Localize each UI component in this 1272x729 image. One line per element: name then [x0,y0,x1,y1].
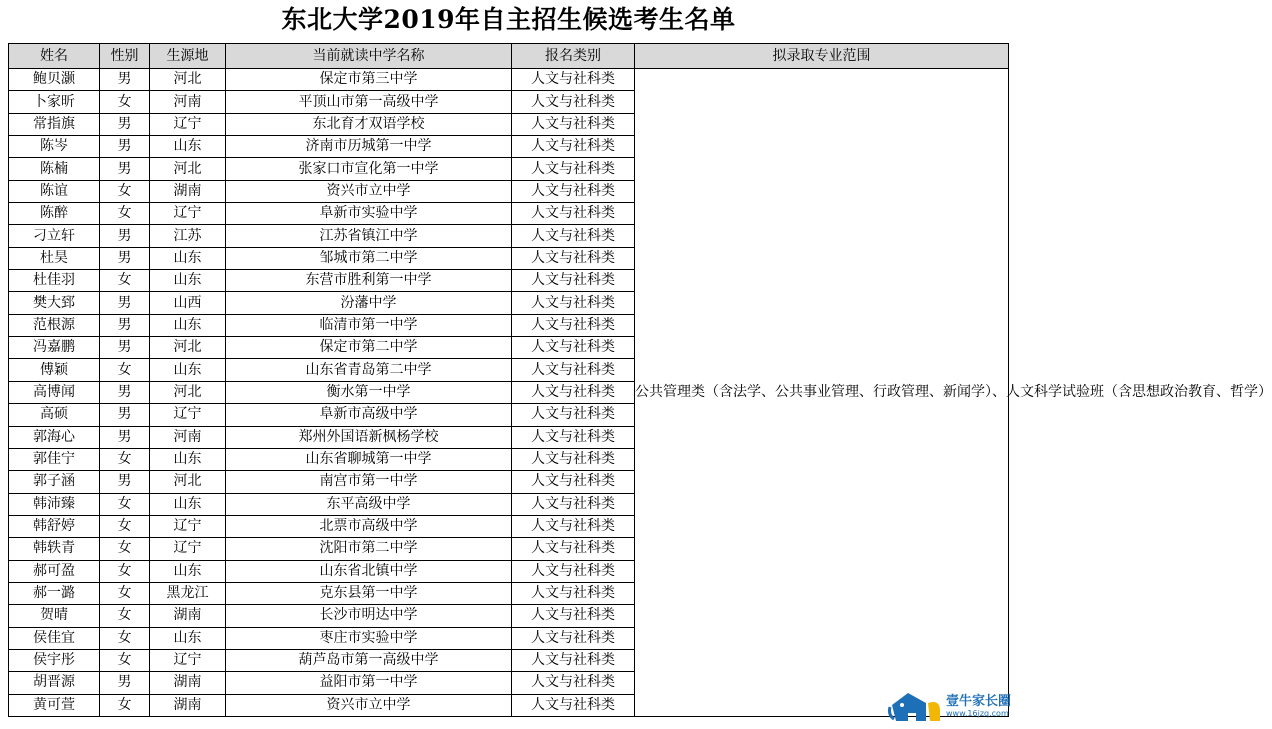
cell-name: 侯佳宜 [9,627,100,649]
cell-name: 刁立轩 [9,225,100,247]
cell-school: 北票市高级中学 [226,515,512,537]
header-school: 当前就读中学名称 [226,44,512,69]
cell-gender: 男 [100,337,150,359]
cell-gender: 男 [100,404,150,426]
cell-school: 衡水第一中学 [226,381,512,403]
cell-origin: 辽宁 [150,113,226,135]
cell-origin: 山西 [150,292,226,314]
cell-school: 郑州外国语新枫杨学校 [226,426,512,448]
cell-name: 韩舒婷 [9,515,100,537]
cell-origin: 河南 [150,426,226,448]
table-row [9,69,1009,91]
cell-school: 临清市第一中学 [226,314,512,336]
cell-gender: 女 [100,627,150,649]
cell-origin: 山东 [150,314,226,336]
cell-school: 平顶山市第一高级中学 [226,91,512,113]
cell-school: 张家口市宣化第一中学 [226,158,512,180]
cell-gender: 女 [100,270,150,292]
cell-origin: 湖南 [150,180,226,202]
cell-category: 人文与社科类 [512,515,635,537]
watermark [888,689,1011,723]
cell-category: 人文与社科类 [512,448,635,470]
table-body [9,69,1272,717]
cell-origin: 山东 [150,136,226,158]
cell-school: 东营市胜利第一中学 [226,270,512,292]
cell-origin: 河北 [150,471,226,493]
cell-name: 贺晴 [9,605,100,627]
cell-name: 侯宇彤 [9,649,100,671]
cell-category: 人文与社科类 [512,560,635,582]
cell-gender: 女 [100,359,150,381]
cell-category: 人文与社科类 [512,649,635,671]
cell-origin: 山东 [150,493,226,515]
cell-school: 山东省青岛第二中学 [226,359,512,381]
cell-category: 人文与社科类 [512,69,635,91]
cell-origin: 辽宁 [150,649,226,671]
cell-category: 人文与社科类 [512,404,635,426]
cell-gender: 女 [100,515,150,537]
cell-name: 郝可盈 [9,560,100,582]
cell-gender: 女 [100,649,150,671]
cell-gender: 男 [100,69,150,91]
cell-school: 葫芦岛市第一高级中学 [226,649,512,671]
cell-gender: 男 [100,136,150,158]
watermark-url: www.16jzq.com [945,708,1009,718]
cell-school: 邹城市第二中学 [226,247,512,269]
cell-origin: 湖南 [150,694,226,716]
cell-gender: 男 [100,292,150,314]
cell-school: 长沙市明达中学 [226,605,512,627]
cell-category: 人文与社科类 [512,538,635,560]
cell-origin: 山东 [150,627,226,649]
page-title: 东北大学2019年自主招生候选考生名单 [281,5,736,34]
cell-school: 克东县第一中学 [226,582,512,604]
cell-gender: 女 [100,694,150,716]
cell-category: 人文与社科类 [512,292,635,314]
cell-school: 沈阳市第二中学 [226,538,512,560]
cell-school: 山东省北镇中学 [226,560,512,582]
watermark-name: 壹牛家长圈 [945,693,1011,709]
cell-gender: 女 [100,448,150,470]
cell-category: 人文与社科类 [512,605,635,627]
cell-origin: 河南 [150,91,226,113]
cell-category: 人文与社科类 [512,381,635,403]
cell-category: 人文与社科类 [512,627,635,649]
header-gender: 性别 [100,44,150,69]
cell-origin: 湖南 [150,672,226,694]
elephant-house-icon [888,689,942,723]
cell-name: 鲍贝灏 [9,69,100,91]
cell-name: 傅颖 [9,359,100,381]
cell-gender: 男 [100,314,150,336]
cell-origin: 河北 [150,69,226,91]
cell-school: 保定市第二中学 [226,337,512,359]
cell-origin: 山东 [150,560,226,582]
cell-school: 保定市第三中学 [226,69,512,91]
cell-name: 胡晋源 [9,672,100,694]
cell-gender: 女 [100,605,150,627]
cell-school: 益阳市第一中学 [226,672,512,694]
cell-gender: 女 [100,91,150,113]
cell-category: 人文与社科类 [512,158,635,180]
cell-name: 陈楠 [9,158,100,180]
cell-school: 济南市历城第一中学 [226,136,512,158]
cell-category: 人文与社科类 [512,694,635,716]
cell-school: 枣庄市实验中学 [226,627,512,649]
cell-origin: 河北 [150,381,226,403]
cell-origin: 辽宁 [150,515,226,537]
cell-category: 人文与社科类 [512,359,635,381]
cell-gender: 女 [100,560,150,582]
cell-school: 汾藩中学 [226,292,512,314]
cell-category: 人文与社科类 [512,91,635,113]
cell-gender: 男 [100,225,150,247]
cell-category: 人文与社科类 [512,247,635,269]
cell-gender: 女 [100,203,150,225]
candidate-table [8,43,1272,717]
cell-gender: 男 [100,426,150,448]
cell-name: 韩沛臻 [9,493,100,515]
cell-category: 人文与社科类 [512,426,635,448]
major-range-cell: 公共管理类（含法学、公共事业管理、行政管理、新闻学）、人文科学试验班（含思想政治教育、哲学） [635,69,1009,717]
cell-origin: 黑龙江 [150,582,226,604]
cell-category: 人文与社科类 [512,136,635,158]
cell-origin: 河北 [150,337,226,359]
cell-name: 陈谊 [9,180,100,202]
cell-category: 人文与社科类 [512,113,635,135]
cell-gender: 男 [100,381,150,403]
cell-name: 卜家昕 [9,91,100,113]
header-origin: 生源地 [150,44,226,69]
table-header-row [9,44,1009,69]
cell-school: 山东省聊城第一中学 [226,448,512,470]
cell-gender: 男 [100,113,150,135]
cell-name: 杜佳羽 [9,270,100,292]
cell-gender: 女 [100,493,150,515]
cell-category: 人文与社科类 [512,471,635,493]
cell-school: 南宫市第一中学 [226,471,512,493]
cell-name: 高博闻 [9,381,100,403]
cell-origin: 辽宁 [150,203,226,225]
cell-name: 韩轶青 [9,538,100,560]
cell-name: 陈岑 [9,136,100,158]
header-name: 姓名 [9,44,100,69]
cell-gender: 女 [100,582,150,604]
header-major-range: 拟录取专业范围 [635,44,1009,69]
cell-name: 郭海心 [9,426,100,448]
cell-category: 人文与社科类 [512,180,635,202]
cell-origin: 辽宁 [150,404,226,426]
cell-name: 陈醉 [9,203,100,225]
cell-category: 人文与社科类 [512,672,635,694]
cell-category: 人文与社科类 [512,203,635,225]
cell-origin: 江苏 [150,225,226,247]
cell-name: 冯嘉鹏 [9,337,100,359]
cell-school: 资兴市立中学 [226,694,512,716]
cell-name: 樊大郅 [9,292,100,314]
cell-gender: 男 [100,471,150,493]
cell-category: 人文与社科类 [512,337,635,359]
cell-category: 人文与社科类 [512,582,635,604]
cell-name: 杜昊 [9,247,100,269]
cell-school: 阜新市高级中学 [226,404,512,426]
cell-origin: 山东 [150,359,226,381]
cell-gender: 男 [100,247,150,269]
cell-gender: 女 [100,538,150,560]
cell-origin: 山东 [150,247,226,269]
cell-category: 人文与社科类 [512,493,635,515]
cell-category: 人文与社科类 [512,225,635,247]
cell-origin: 辽宁 [150,538,226,560]
cell-category: 人文与社科类 [512,314,635,336]
cell-name: 范根源 [9,314,100,336]
cell-name: 黄可萱 [9,694,100,716]
cell-category: 人文与社科类 [512,270,635,292]
cell-gender: 女 [100,180,150,202]
cell-origin: 山东 [150,270,226,292]
cell-school: 东北育才双语学校 [226,113,512,135]
cell-gender: 男 [100,158,150,180]
cell-school: 江苏省镇江中学 [226,225,512,247]
cell-origin: 湖南 [150,605,226,627]
cell-school: 阜新市实验中学 [226,203,512,225]
cell-name: 高硕 [9,404,100,426]
cell-school: 资兴市立中学 [226,180,512,202]
cell-name: 郝一潞 [9,582,100,604]
cell-name: 常指旗 [9,113,100,135]
cell-origin: 河北 [150,158,226,180]
cell-name: 郭佳宁 [9,448,100,470]
cell-name: 郭子涵 [9,471,100,493]
cell-origin: 山东 [150,448,226,470]
cell-gender: 男 [100,672,150,694]
cell-school: 东平高级中学 [226,493,512,515]
header-category: 报名类别 [512,44,635,69]
